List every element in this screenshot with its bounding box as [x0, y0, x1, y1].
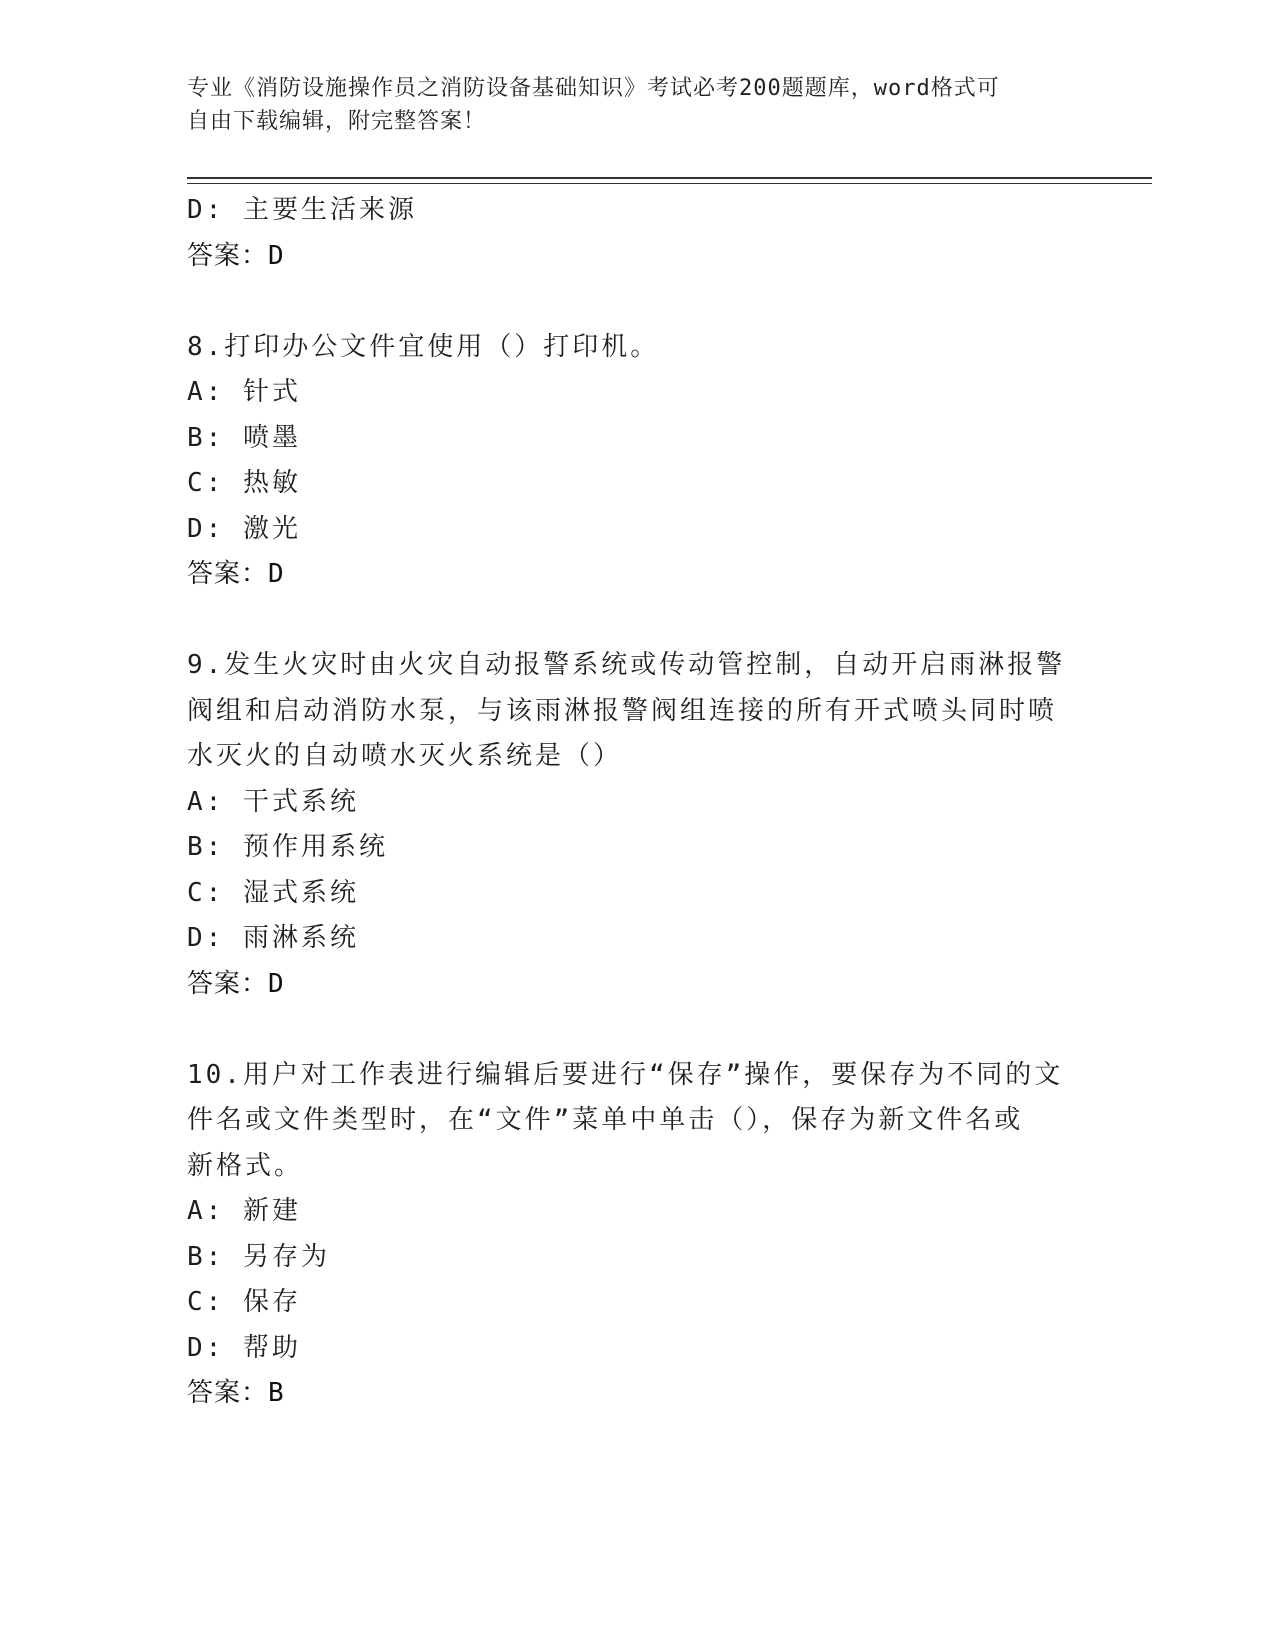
document-header: [187, 72, 1067, 138]
option-a: A: 干式系统: [187, 786, 359, 817]
option-d: D: 激光: [187, 513, 301, 544]
option-d: D: 雨淋系统: [187, 923, 359, 953]
question-stem-line: 新格式。: [187, 1150, 304, 1181]
question-stem: [187, 1053, 1077, 1190]
option-a: A: 新建: [187, 1196, 301, 1226]
question-stem-line: 8.打印办公文件宜使用（）打印机。: [187, 331, 660, 362]
option-b: B: 喷墨: [187, 422, 301, 453]
question-10: [187, 1053, 1087, 1417]
question-stem-line: 9.发生火灾时由火灾自动报警系统或传动管控制，自动开启雨淋报警: [187, 650, 1066, 680]
option-b: B: 另存为: [187, 1241, 330, 1272]
option-c: C: 保存: [187, 1287, 301, 1317]
spacer: [187, 598, 1087, 644]
header-line-2: 自由下载编辑，附完整答案！: [187, 109, 487, 134]
question-stem-line: 阀组和启动消防水泵，与该雨淋报警阀组连接的所有开式喷头同时喷: [187, 695, 1058, 726]
answer-line: 答案：D: [187, 240, 285, 271]
question-9: [187, 643, 1087, 1007]
option-c: C: 热敏: [187, 468, 301, 498]
option-c: C: 湿式系统: [187, 877, 359, 908]
question-content: [187, 188, 1087, 1417]
question-stem-line: 10.用户对工作表进行编辑后要进行“保存”操作，要保存为不同的文: [187, 1059, 1064, 1090]
answer-line: 答案：B: [187, 1378, 285, 1408]
question-stem-line: 水灭火的自动喷水灭火系统是（）: [187, 741, 623, 771]
question-8: [187, 325, 1087, 598]
question-stem-line: 件名或文件类型时，在“文件”菜单中单击（），保存为新文件名或: [187, 1105, 1024, 1135]
question-stem: [187, 643, 1077, 780]
option-d: D: 主要生活来源: [187, 195, 417, 225]
header-line-1: 专业《消防设施操作员之消防设备基础知识》考试必考200题题库，word格式可: [187, 76, 1000, 101]
answer-line: 答案：D: [187, 559, 285, 589]
option-d: D: 帮助: [187, 1332, 301, 1363]
option-b: B: 预作用系统: [187, 832, 388, 862]
header-divider-thick: [187, 177, 1152, 179]
spacer: [187, 279, 1087, 325]
question-7-tail: [187, 188, 1087, 279]
question-stem: [187, 325, 1077, 371]
spacer: [187, 1007, 1087, 1053]
header-divider-thin: [187, 183, 1152, 184]
answer-line: 答案：D: [187, 968, 285, 999]
option-a: A: 针式: [187, 377, 301, 407]
